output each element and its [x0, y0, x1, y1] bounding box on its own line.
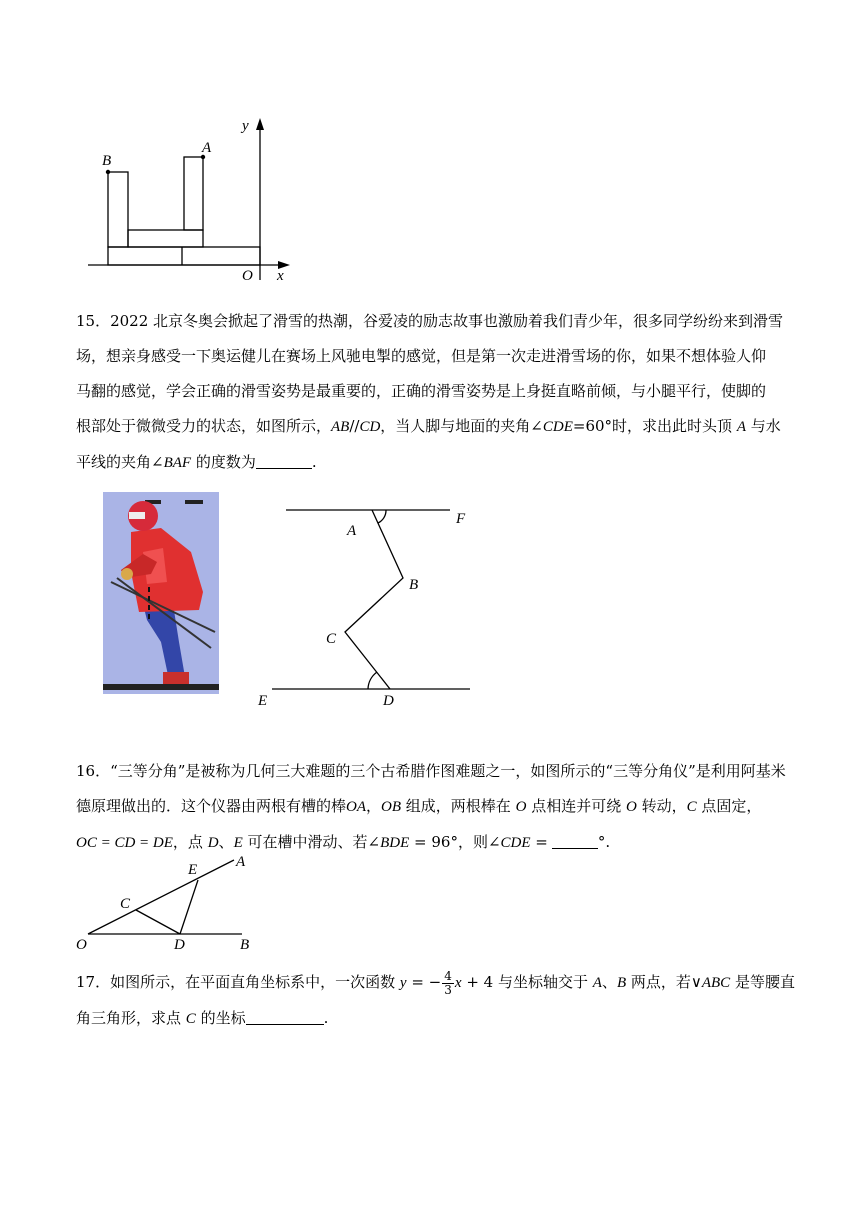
point-b-dot	[106, 170, 110, 174]
q15-fig-label-e: E	[258, 693, 268, 709]
question-16	[76, 754, 788, 861]
q15-fig-label-c: C	[326, 631, 337, 647]
q16-degree: °.	[597, 833, 611, 851]
q15-fig-label-b: B	[409, 577, 419, 593]
q15-period: .	[311, 453, 317, 471]
q17-line1-text: 如图所示，在平面直角坐标系中，一次函数	[110, 973, 400, 991]
q16-sep: 、	[218, 833, 234, 851]
q15-ab: AB	[331, 419, 350, 435]
q16-o2: O	[625, 799, 637, 815]
angle-baf-arc	[378, 510, 386, 523]
q16-cde: CDE	[500, 835, 531, 851]
q16-line2-text-d: 点相连并可绕	[526, 797, 626, 815]
right-pillar	[184, 157, 203, 230]
q17-line1-text-b: 与坐标轴交于	[493, 973, 593, 991]
q16-bde: BDE	[380, 835, 410, 851]
q16-line2-text-f: 点固定，	[696, 797, 762, 815]
q16-line1: “三等分角”是被称为几何三大难题的三个古希腊作图难题之一，如图所示的“三等分角仪”是利用阿基米	[110, 762, 786, 780]
q17-line1-text-e: 是等腰直	[730, 973, 795, 991]
q15-a: A	[736, 419, 746, 435]
q16-line3-text-d: = 96°，则∠	[409, 833, 501, 851]
q16-fig-label-d: D	[174, 937, 185, 953]
q17-frac-den: 3	[444, 982, 452, 997]
q15-line4-text-b: ，当人脚与地面的夹角∠	[380, 417, 543, 435]
q17-sep: 、	[601, 973, 617, 991]
q17-plus: + 4	[461, 973, 494, 991]
q15-answer-blank[interactable]	[256, 452, 312, 469]
q15-line4-text: 根部处于微微受力的状态，如图所示，	[76, 417, 332, 435]
q17-period: .	[323, 1009, 329, 1027]
q15-line4-text-d: 与水	[745, 417, 781, 435]
q16-ob: OB	[381, 799, 402, 815]
q15-baf: BAF	[163, 455, 192, 471]
q16-fig-label-b: B	[240, 937, 250, 953]
q16-answer-blank[interactable]	[552, 832, 598, 849]
q16-d: D	[207, 835, 219, 851]
q16-line2-text-e: 转动，	[636, 797, 687, 815]
q17-fraction	[442, 970, 454, 997]
q15-number: 15．	[76, 312, 111, 330]
label-o: O	[242, 268, 253, 284]
q15-line2: 场，想亲身感受一下奥运健儿在赛场上风驰电掣的感觉，但是第一次走进滑雪场的你，如果不想体验人仰	[76, 347, 767, 365]
q17-y: y	[399, 975, 407, 991]
label-a: A	[202, 140, 212, 156]
q17-line2-text-b: 的坐标	[195, 1009, 246, 1027]
label-b: B	[102, 153, 112, 169]
q15-fig-label-f: F	[456, 511, 466, 527]
q16-fig-label-o: O	[76, 937, 87, 953]
question-15	[76, 304, 788, 481]
angle-cde-arc	[368, 672, 377, 689]
q15-line4-text-c: =60°时，求出此时头顶	[572, 417, 737, 435]
q16-figure	[74, 852, 264, 954]
q17-eq: = −	[406, 973, 442, 991]
q16-equal-segments: OC = CD = DE	[76, 835, 173, 851]
segment-de	[180, 880, 198, 934]
q16-line3-text-c: 可在槽中滑动、若∠	[242, 833, 381, 851]
q17-line2-text: 角三角形，求点	[76, 1009, 186, 1027]
q16-line3-text: ，点	[172, 833, 208, 851]
label-x: x	[277, 268, 284, 284]
q16-e: E	[233, 835, 243, 851]
left-pillar	[108, 172, 128, 247]
q15-cde: CDE	[542, 419, 573, 435]
q15-line5-text: 平线的夹角∠	[76, 453, 164, 471]
label-y: y	[242, 118, 249, 134]
q17-line1-text-d: 两点，若∨	[626, 973, 702, 991]
middle-rect	[128, 230, 203, 247]
q16-comma: ，	[366, 797, 382, 815]
q15-fig-label-a: A	[347, 523, 357, 539]
q17-b: B	[616, 975, 627, 991]
q17-c: C	[185, 1011, 196, 1027]
q16-line2-text-c: 组成，两根棒在	[401, 797, 516, 815]
q17-x: x	[454, 975, 462, 991]
q16-o: O	[515, 799, 527, 815]
q17-abc: ABC	[701, 975, 731, 991]
q15-fig-label-d: D	[383, 693, 394, 709]
q16-fig-label-e: E	[188, 862, 198, 878]
q15-parallel: //	[349, 417, 360, 435]
q16-fig-label-a: A	[236, 854, 246, 870]
segment-cd	[136, 910, 180, 934]
q17-frac-num: 4	[444, 968, 452, 983]
q17-answer-blank[interactable]	[246, 1008, 324, 1025]
q16-fig-label-c: C	[120, 896, 131, 912]
q16-number: 16．	[76, 762, 111, 780]
q16-c: C	[686, 799, 697, 815]
q15-figure	[250, 500, 490, 710]
q16-oa: OA	[346, 799, 367, 815]
q16-equals: =	[530, 833, 548, 851]
q17-number: 17．	[76, 973, 111, 991]
skier-illustration	[103, 492, 219, 694]
q15-line1: 2022 北京冬奥会掀起了滑雪的热潮，谷爱凌的励志故事也激励着我们青少年，很多同学纷纷来到滑雪	[110, 312, 784, 330]
q15-line5-text-b: 的度数为	[191, 453, 256, 471]
q15-line3: 马翻的感觉，学会正确的滑雪姿势是最重要的，正确的滑雪姿势是上身挺直略前倾，与小腿平行，使脚的	[76, 382, 767, 400]
base-rect	[108, 247, 260, 265]
q15-cd: CD	[359, 419, 381, 435]
q17-a: A	[592, 975, 602, 991]
q16-line2-text: 德原理做出的．这个仪器由两根有槽的棒	[76, 797, 347, 815]
coordinate-figure	[80, 110, 300, 290]
question-17	[76, 965, 795, 1037]
y-axis-arrow	[256, 118, 264, 130]
